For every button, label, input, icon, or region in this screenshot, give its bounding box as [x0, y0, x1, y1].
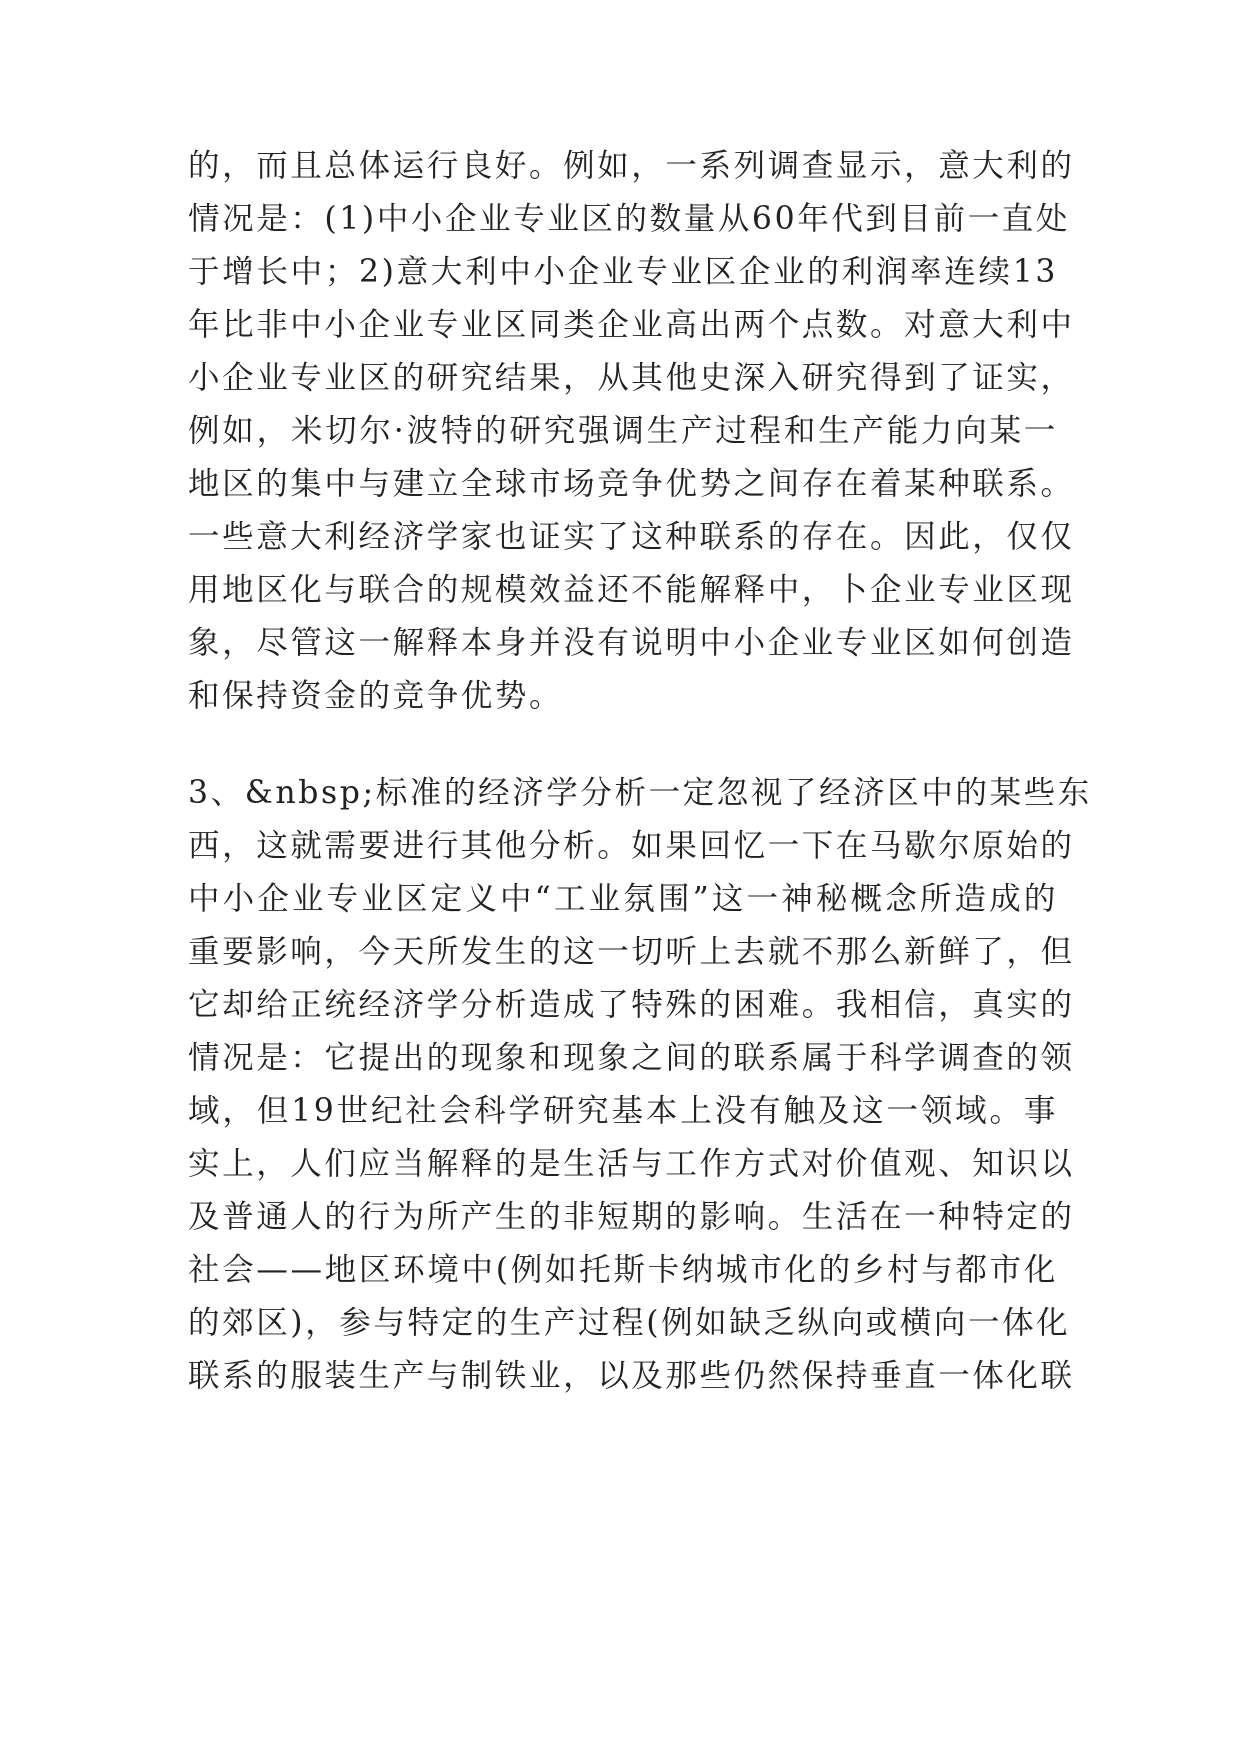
paragraph-line: 西，这就需要进行其他分析。如果回忆一下在马歇尔原始的: [188, 828, 1075, 864]
paragraph-line: 及普通人的行为所产生的非短期的影响。生活在一种特定的: [188, 1199, 1075, 1235]
paragraph-line: 社会——地区环境中(例如托斯卡纳城市化的乡村与都市化: [188, 1252, 1058, 1288]
paragraph-line: 3、&nbsp;标准的经济学分析一定忽视了经济区中的某些东: [188, 775, 1092, 811]
paragraph-line: 地区的集中与建立全球市场竞争优势之间存在着某种联系。: [188, 466, 1075, 502]
paragraph-line: 域，但19世纪社会科学研究基本上没有触及这一领域。事: [188, 1093, 1058, 1129]
paragraph-line: 的郊区)，参与特定的生产过程(例如缺乏纵向或横向一体化: [188, 1305, 1071, 1341]
paragraph-line: 实上，人们应当解释的是生活与工作方式对价值观、知识以: [188, 1146, 1075, 1182]
paragraph-line: 它却给正统经济学分析造成了特殊的困难。我相信，真实的: [188, 987, 1075, 1023]
paragraph-line: 中小企业专业区定义中“工业氛围”这一神秘概念所造成的: [188, 881, 1058, 917]
paragraph-line: 和保持资金的竞争优势。: [188, 678, 564, 714]
paragraph-line: 的，而且总体运行良好。例如，一系列调查显示，意大利的: [188, 148, 1075, 184]
paragraph-line: 重要影响，今天所发生的这一切听上去就不那么新鲜了，但: [188, 934, 1075, 970]
paragraph-line: 情况是：(1)中小企业专业区的数量从60年代到目前一直处: [188, 201, 1071, 237]
paragraph-line: 情况是：它提出的现象和现象之间的联系属于科学调查的领: [188, 1040, 1075, 1076]
paragraph-line: 象，尽管这一解释本身并没有说明中小企业专业区如何创造: [188, 625, 1075, 661]
paragraph-line: 联系的服装生产与制铁业，以及那些仍然保持垂直一体化联: [188, 1358, 1075, 1394]
paragraph-line: 用地区化与联合的规模效益还不能解释中，卜企业专业区现: [188, 572, 1075, 608]
paragraph-line: 年比非中小企业专业区同类企业高出两个点数。对意大利中: [188, 307, 1075, 343]
paragraph-line: 于增长中；2)意大利中小企业专业区企业的利润率连续13: [188, 254, 1058, 290]
paragraph-line: 一些意大利经济学家也证实了这种联系的存在。因此，仅仅: [188, 519, 1075, 555]
paragraph-line: 小企业专业区的研究结果，从其他史深入研究得到了证实，: [188, 360, 1075, 396]
paragraph-line: 例如，米切尔·波特的研究强调生产过程和生产能力向某一: [188, 413, 1058, 449]
